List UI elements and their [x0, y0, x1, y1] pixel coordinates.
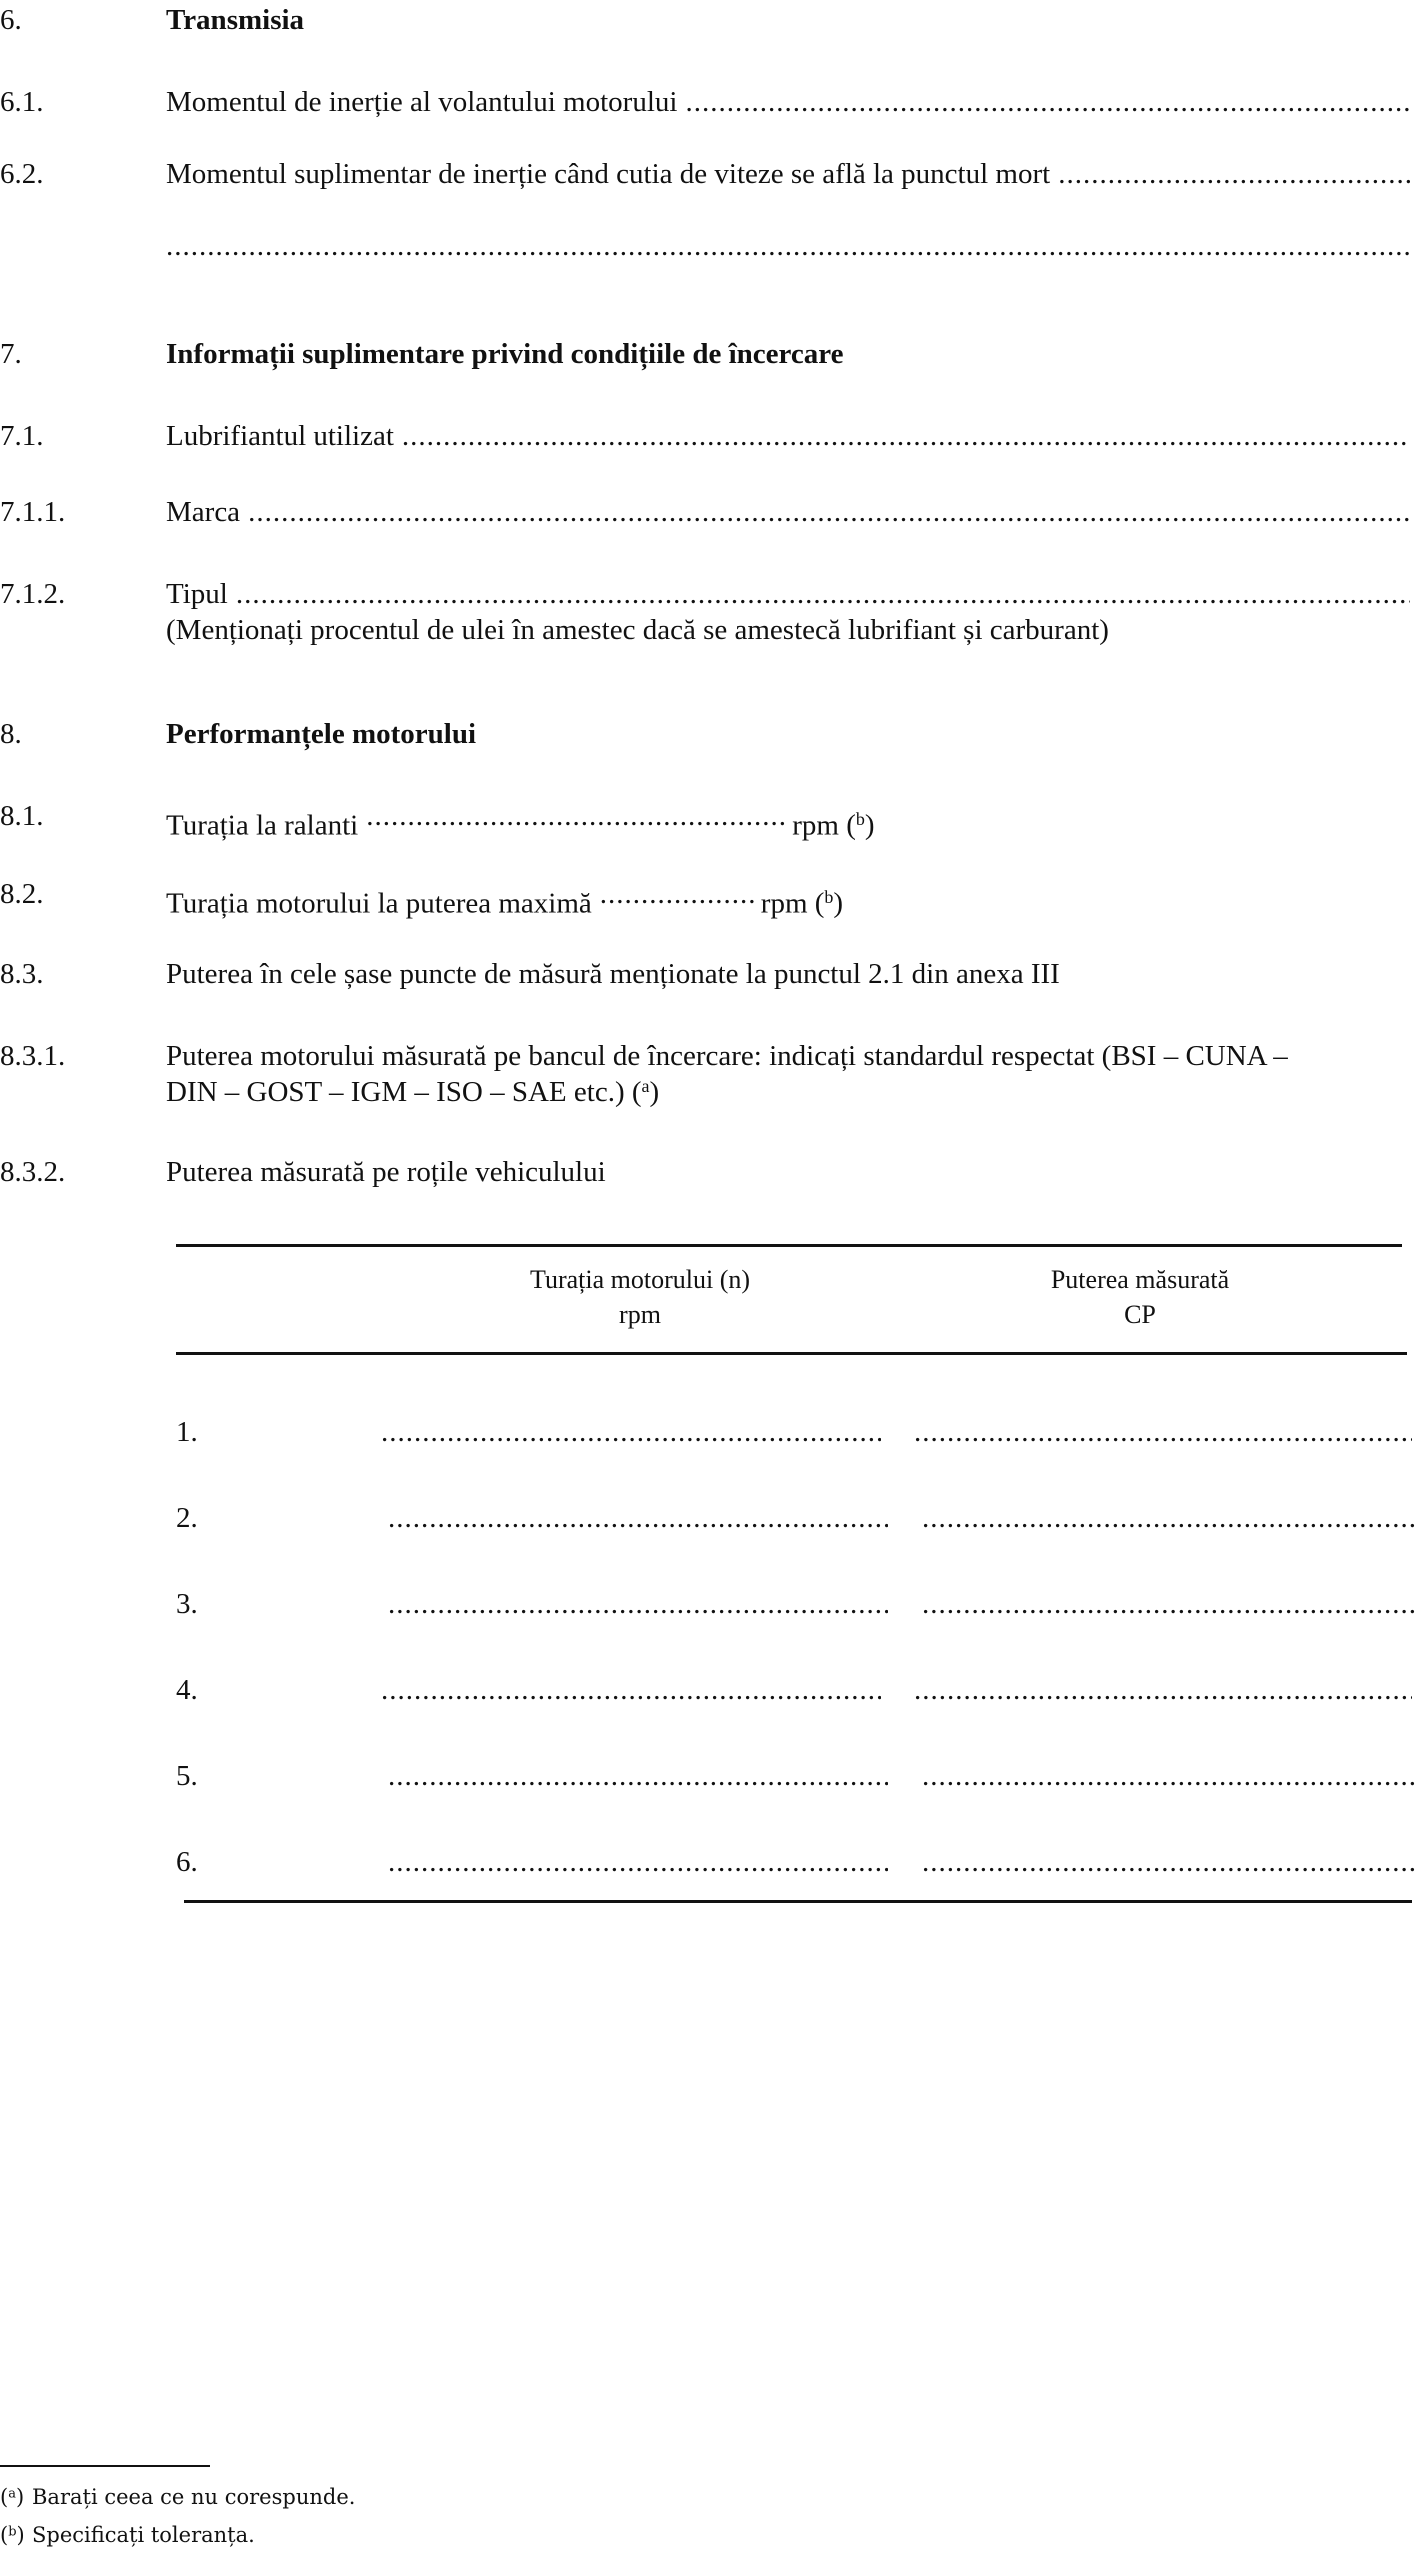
- section-7-heading: [0, 336, 1410, 372]
- fill-in-field[interactable]: [685, 84, 1410, 120]
- item-number: 8.3.2.: [0, 1156, 66, 1188]
- measured-power-field[interactable]: [922, 1844, 1415, 1880]
- item-8-1: [0, 798, 1410, 844]
- table-header-engine-speed: Turația motorului (n) rpm: [529, 1265, 751, 1330]
- section-title: Transmisia: [166, 4, 305, 36]
- item-number: 7.1.2.: [0, 578, 66, 610]
- item-label-line-1: Puterea motorului măsurată pe bancul de încercare: indicați standardul respectat (BSI – CUNA –: [166, 1040, 1288, 1072]
- item-label: Turația la ralanti: [166, 809, 359, 842]
- engine-speed-field[interactable]: [388, 1758, 888, 1794]
- measured-power-field[interactable]: [914, 1672, 1412, 1708]
- item-label: Tipul: [166, 578, 228, 610]
- unit-label: rpm: [760, 887, 808, 920]
- item-label: Momentul de inerție al volantului motorului: [166, 86, 678, 118]
- item-label: Momentul suplimentar de inerție când cutia de viteze se află la punctul mort: [166, 158, 1051, 190]
- table-header-rule: [176, 1352, 1407, 1355]
- item-label: Puterea în cele șase puncte de măsură menționate la punctul 2.1 din anexa III: [166, 958, 1060, 990]
- fill-in-field[interactable]: [366, 798, 786, 834]
- footnote-a: ($^a$) Barați ceea ce nu corespunde.: [0, 2485, 356, 2509]
- section-6-heading: [0, 2, 1410, 38]
- fill-in-field[interactable]: [236, 576, 1410, 612]
- item-number: 8.3.: [0, 958, 44, 990]
- footnote-ref: ($^b$): [846, 809, 875, 842]
- section-number: 8.: [0, 718, 22, 750]
- table-header-measured-power: Puterea măsurată CP: [1050, 1265, 1230, 1330]
- table-row: [176, 1586, 1412, 1626]
- measured-power-field[interactable]: [914, 1414, 1412, 1450]
- engine-speed-field[interactable]: [381, 1672, 881, 1708]
- item-number: 8.1.: [0, 800, 44, 832]
- item-7-1-1: [0, 494, 1410, 530]
- item-number: 8.2.: [0, 878, 44, 910]
- fill-in-field[interactable]: [402, 418, 1410, 454]
- footnote-ref: ($^b$): [814, 887, 844, 920]
- section-number: 7.: [0, 338, 22, 370]
- fill-in-field[interactable]: [248, 494, 1410, 530]
- engine-speed-field[interactable]: [388, 1844, 888, 1880]
- footnote-ref: ($^a$): [631, 1076, 660, 1109]
- item-note: (Menționați procentul de ulei în amestec dacă se amestecă lubrifiant și carburant): [166, 614, 1109, 647]
- measured-power-field[interactable]: [922, 1758, 1415, 1794]
- row-index: 6.: [176, 1846, 198, 1878]
- row-index: 2.: [176, 1502, 198, 1534]
- item-8-3: [0, 956, 1410, 992]
- item-label: Puterea măsurată pe roțile vehiculului: [166, 1156, 606, 1188]
- row-index: 3.: [176, 1588, 198, 1620]
- item-7-1: [0, 418, 1410, 454]
- unit-label: rpm: [792, 809, 839, 842]
- section-title: Informații suplimentare privind condițiile de încercare: [166, 338, 844, 370]
- section-title: Performanțele motorului: [166, 718, 477, 750]
- item-label: Marca: [166, 496, 241, 528]
- table-row: [176, 1500, 1412, 1540]
- table-row: [176, 1414, 1412, 1454]
- engine-speed-field[interactable]: [381, 1414, 881, 1450]
- table-row: [176, 1844, 1412, 1884]
- item-8-2: [0, 876, 1410, 922]
- fill-in-field[interactable]: [600, 876, 755, 912]
- item-label-line-2: DIN – GOST – IGM – ISO – SAE etc.): [166, 1076, 625, 1109]
- row-index: 5.: [176, 1760, 198, 1792]
- footnote-b: ($^b$) Specificați toleranța.: [0, 2523, 255, 2547]
- item-label: Turația motorului la puterea maximă: [166, 887, 592, 920]
- item-6-2: [0, 156, 1410, 265]
- item-number: 8.3.1.: [0, 1040, 66, 1072]
- item-7-1-2: [0, 576, 1410, 649]
- item-8-3-1: [0, 1038, 1410, 1111]
- row-index: 4.: [176, 1674, 198, 1706]
- item-number: 7.1.: [0, 420, 44, 452]
- fill-in-field-continuation[interactable]: [166, 228, 1410, 264]
- item-number: 6.2.: [0, 158, 44, 190]
- item-8-3-2: [0, 1154, 1410, 1190]
- engine-speed-field[interactable]: [388, 1586, 888, 1622]
- measured-power-field[interactable]: [922, 1500, 1415, 1536]
- item-number: 7.1.1.: [0, 496, 66, 528]
- item-6-1: [0, 84, 1410, 120]
- item-label: Lubrifiantul utilizat: [166, 420, 394, 452]
- row-index: 1.: [176, 1416, 198, 1448]
- measured-power-field[interactable]: [922, 1586, 1415, 1622]
- item-number: 6.1.: [0, 86, 44, 118]
- table-top-rule: [176, 1244, 1402, 1247]
- fill-in-field[interactable]: [1058, 156, 1410, 192]
- section-number: 6.: [0, 4, 22, 36]
- table-row: [176, 1672, 1412, 1712]
- table-bottom-rule: [184, 1900, 1412, 1903]
- footnote-separator: [0, 2465, 210, 2467]
- engine-speed-field[interactable]: [388, 1500, 888, 1536]
- section-8-heading: [0, 716, 1410, 752]
- table-row: [176, 1758, 1412, 1798]
